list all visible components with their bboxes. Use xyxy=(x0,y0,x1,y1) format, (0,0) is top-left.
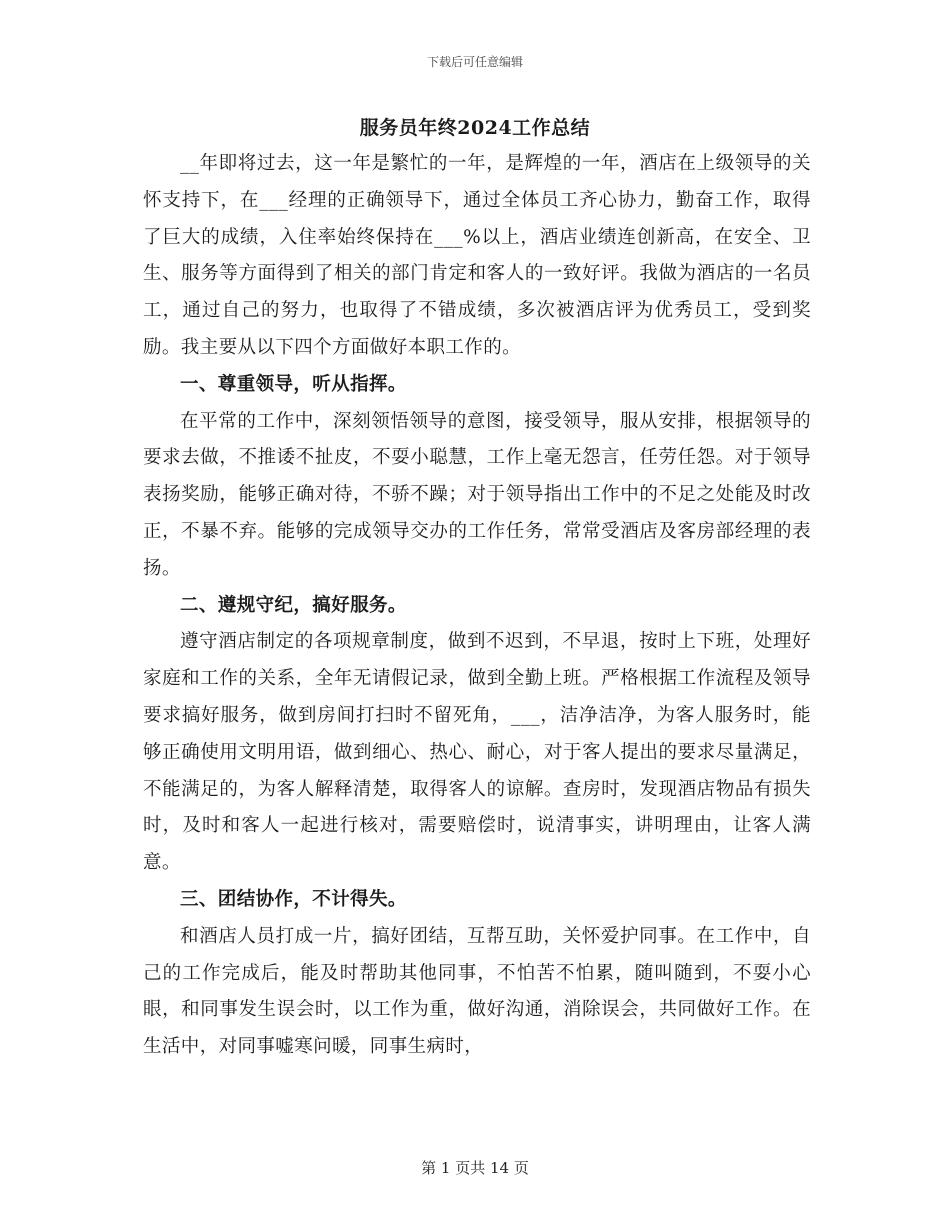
section-heading-3: 三、团结协作，不计得失。 xyxy=(180,888,407,910)
section-paragraph-2: 遵守酒店制定的各项规章制度，做到不迟到，不早退，按时上下班，处理好家庭和工作的关系，全年无请假记录，做到全勤上班。严格根据工作流程及领导要求搞好服务，做到房间打扫时不留死角，___，洁净洁净，为客人服务时，能够正确使用文明用语，做到细心、热心、耐心，对于客人提出的要求尽量满足，不能满足的，为客人解释清楚，取得客人的谅解。查房时，发现酒店物品有损失时，及时和客人一起进行核对，需要赔偿时，说清事实，讲明理由，让客人满意。 xyxy=(143,631,811,874)
header-note: 下载后可任意编辑 xyxy=(426,55,523,69)
document-body xyxy=(143,146,811,1066)
page-footer: 第 1 页共 14 页 xyxy=(421,1159,529,1177)
section-heading-1: 一、尊重领导，听从指挥。 xyxy=(180,373,407,395)
section-paragraph-3: 和酒店人员打成一片，搞好团结，互帮互助，关怀爱护同事。在工作中，自己的工作完成后，能及时帮助其他同事，不怕苦不怕累，随叫随到，不耍小心眼，和同事发生误会时，以工作为重，做好沟通，消除误会，共同做好工作。在生活中，对同事嘘寒问暖，同事生病时， xyxy=(143,925,811,1058)
document-title: 服务员年终2024工作总结 xyxy=(359,117,591,139)
section-paragraph-1: 在平常的工作中，深刻领悟领导的意图，接受领导，服从安排，根据领导的要求去做，不推诿不扯皮，不耍小聪慧，工作上毫无怨言，任劳任怨。对于领导表扬奖励，能够正确对待，不骄不躁；对于领导指出工作中的不足之处能及时改正，不暴不弃。能够的完成领导交办的工作任务，常常受酒店及客房部经理的表扬。 xyxy=(143,410,811,579)
intro-paragraph: __年即将过去，这一年是繁忙的一年，是辉煌的一年，酒店在上级领导的关怀支持下，在___经理的正确领导下，通过全体员工齐心协力，勤奋工作，取得了巨大的成绩，入住率始终保持在___%以上，酒店业绩连创新高，在安全、卫生、服务等方面得到了相关的部门肯定和客人的一致好评。我做为酒店的一名员工，通过自己的努力，也取得了不错成绩，多次被酒店评为优秀员工，受到奖励。我主要从以下四个方面做好本职工作的。 xyxy=(143,153,811,358)
section-heading-2: 二、遵规守纪，搞好服务。 xyxy=(180,594,407,616)
